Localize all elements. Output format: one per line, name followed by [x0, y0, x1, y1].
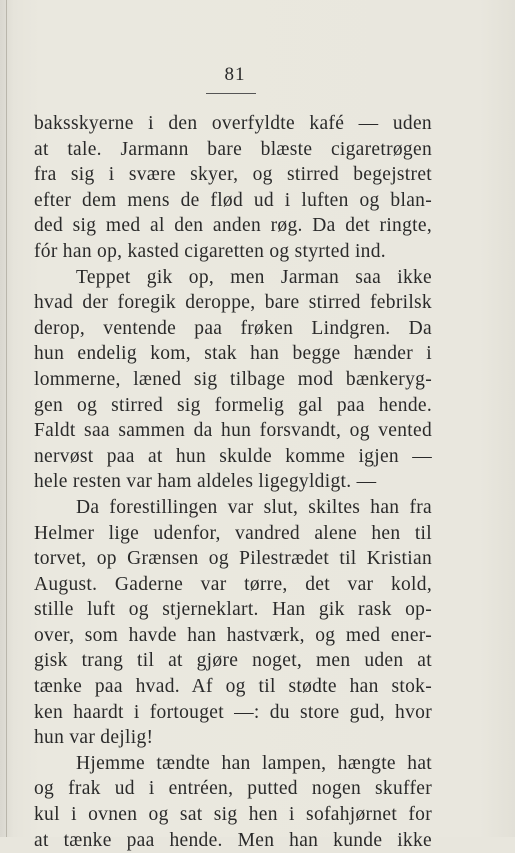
text-line: kul i ovnen og sat sig hen i sofahjørnet for — [34, 804, 432, 826]
text-line: hele resten var ham aldeles ligegyldigt. — — [34, 471, 377, 493]
text-line: fra sig i svære skyer, og stirred begejstret — [34, 164, 432, 186]
header-rule — [206, 93, 256, 94]
text-line: at tænke paa hende. Men han kunde ikke — [34, 829, 432, 851]
text-line: og frak ud i entréen, putted nogen skuffer — [34, 778, 432, 800]
text-line: tænke paa hvad. Af og til stødte han stok- — [34, 676, 432, 698]
text-line: Faldt saa sammen da hun forsvandt, og vented — [34, 420, 432, 442]
text-line: at tale. Jarmann bare blæste cigaretrøgen — [34, 138, 432, 160]
text-line: hvad der foregik deroppe, bare stirred febrilsk — [34, 292, 432, 314]
body-text — [34, 111, 432, 853]
page-gutter-edge — [6, 0, 7, 837]
text-line: derop, ventende paa frøken Lindgren. Da — [34, 317, 432, 339]
text-line: baksskyerne i den overfyldte kafé — uden — [34, 113, 432, 134]
text-line: Helmer lige udenfor, vandred alene hen til — [34, 522, 432, 544]
text-line: fór han op, kasted cigaretten og styrted ind. — [34, 240, 386, 262]
text-line: ken haardt i fortouget —: du store gud, hvor — [34, 701, 432, 723]
text-line: hun var dejlig! — [34, 727, 154, 749]
text-line: efter dem mens de flød ud i luften og blan- — [34, 189, 432, 211]
text-line: Hjemme tændte han lampen, hængte hat — [76, 752, 432, 774]
text-line: Da forestillingen var slut, skiltes han fra — [76, 496, 432, 518]
text-line: torvet, op Grænsen og Pilestrædet til Kristian — [34, 548, 432, 570]
page-number: 81 — [224, 64, 246, 85]
text-line: hun endelig kom, stak han begge hænder i — [34, 343, 432, 365]
text-line: ded sig med al den anden røg. Da det ringte, — [34, 215, 432, 237]
text-line: nervøst paa at hun skulde komme igjen — — [34, 445, 432, 467]
text-line: Teppet gik op, men Jarman saa ikke — [76, 266, 432, 288]
text-line: gisk trang til at gjøre noget, men uden at — [34, 650, 432, 672]
text-line: lommerne, læned sig tilbage mod bænkeryg- — [34, 368, 432, 390]
text-line: gen og stirred sig formelig gal paa hende. — [34, 394, 432, 416]
text-line: August. Gaderne var tørre, det var kold, — [34, 573, 432, 595]
text-line: stille luft og stjerneklart. Han gik rask op- — [34, 599, 432, 621]
text-line: over, som havde han hastværk, og med ener- — [34, 624, 432, 646]
